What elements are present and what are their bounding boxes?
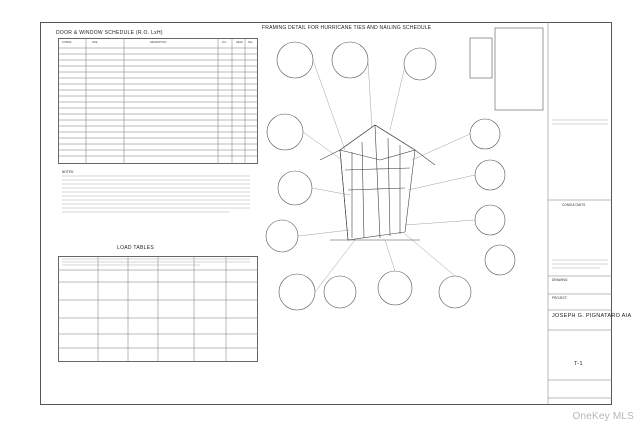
notes-title: NOTES: [62, 170, 74, 174]
schedule-header-symbol: SYMBOL [62, 41, 72, 44]
schedule-header-head: HEAD [236, 41, 243, 44]
schedule-header-sill: SILL [248, 41, 253, 44]
sheet-number: T-1 [574, 361, 583, 367]
schedule-header-ro: R.O. [222, 41, 227, 44]
schedule-header-size: SIZE [92, 41, 98, 44]
drawing-label: DRAWING: [552, 278, 569, 282]
project-label: PROJECT: [552, 296, 568, 300]
watermark: OneKey MLS [572, 411, 634, 422]
schedule-header-description: DESCRIPTION [150, 41, 167, 44]
consultants-label: CONSULTANTS [562, 203, 586, 207]
framing-title: FRAMING DETAIL FOR HURRICANE TIES AND NAILING SCHEDULE [262, 25, 432, 31]
load-tables-title: LOAD TABLES [117, 245, 155, 251]
schedule-title: DOOR & WINDOW SCHEDULE (R.O. LxH) [56, 30, 163, 36]
architect-name: JOSEPH G. PIGNATARO AIA [552, 313, 632, 319]
